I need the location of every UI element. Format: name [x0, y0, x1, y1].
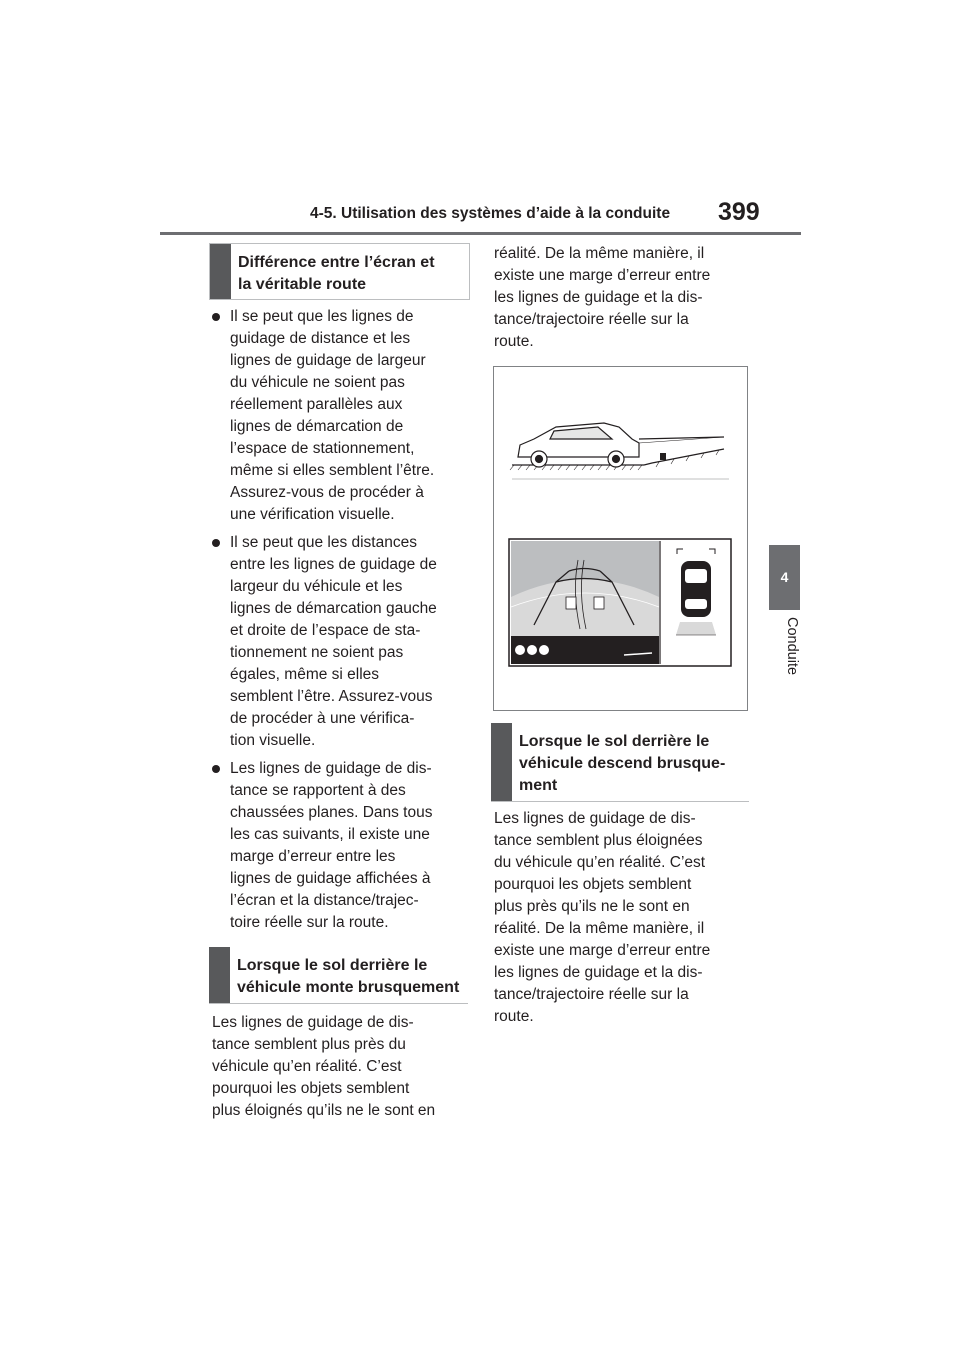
chapter-tab: 4 [769, 545, 800, 610]
parking-marker [660, 453, 666, 460]
bullet-line: lignes de démarcation de [230, 418, 404, 435]
bullet-line: entre les lignes de guidage de [230, 556, 437, 573]
illustration-rear-camera [493, 366, 748, 711]
para-line: plus éloignés qu’ils ne le sont en [212, 1102, 436, 1119]
bullet-line: une vérification visuelle. [230, 506, 395, 523]
car-side-view [518, 423, 639, 467]
para-line: existe une marge d’erreur entre [494, 942, 711, 959]
para-line: tance/trajectoire réelle sur la [494, 311, 689, 328]
bullet-line: semblent l’être. Assurez-vous [230, 688, 433, 705]
para-line: les lignes de guidage et la dis- [494, 289, 703, 306]
bullet-dot-icon [212, 313, 220, 321]
bullet-line: Il se peut que les lignes de [230, 308, 414, 325]
bullet-line: toire réelle sur la route. [230, 914, 389, 931]
para-line: route. [494, 1008, 534, 1025]
bullet-line: réellement parallèles aux [230, 396, 403, 413]
header-rule [160, 232, 801, 235]
header-section-title: 4-5. Utilisation des systèmes d’aide à la conduite [310, 205, 671, 222]
para-line: plus près qu’ils ne le sont en [494, 898, 690, 915]
bullet-line: tion visuelle. [230, 732, 316, 749]
bullet-line: guidage de distance et les [230, 330, 411, 347]
heading-bar [209, 947, 230, 1003]
bullet-line: lignes de démarcation gauche [230, 600, 437, 617]
bullet-line: largeur du véhicule et les [230, 578, 403, 595]
heading-bar [491, 723, 512, 801]
section-heading-slope-up [209, 947, 468, 1004]
bullet-item [212, 306, 474, 526]
heading-bar [210, 244, 231, 299]
heading-text [237, 955, 464, 999]
bullet-line: marge d’erreur entre les [230, 848, 396, 865]
para-line: Les lignes de guidage de dis- [212, 1014, 414, 1031]
page-number: 399 [718, 198, 760, 226]
bullet-line: tionnement ne soient pas [230, 644, 404, 661]
para-line: les lignes de guidage et la dis- [494, 964, 703, 981]
chapter-label: Conduite [784, 617, 800, 676]
para-line: réalité. De la même manière, il [494, 920, 705, 937]
continuation-paragraph [494, 243, 754, 353]
bullet-line: Assurez-vous de procéder à [230, 484, 424, 501]
para-line: du véhicule qu’en réalité. C’est [494, 854, 706, 871]
bullet-line: de procéder à une vérifica- [230, 710, 415, 727]
heading-line: la véritable route [238, 276, 367, 293]
para-line: pourquoi les objets semblent [494, 876, 692, 893]
bullet-line: Il se peut que les distances [230, 534, 417, 551]
para-line: tance/trajectoire réelle sur la [494, 986, 689, 1003]
bullet-item [212, 532, 474, 752]
heading-line: ment [519, 777, 558, 794]
bullet-line: du véhicule ne soient pas [230, 374, 405, 391]
bullet-dot-icon [212, 765, 220, 773]
bullet-line: tance se rapportent à des [230, 782, 406, 799]
bullet-line: l’espace de stationnement, [230, 440, 415, 457]
bullet-line: lignes de guidage de largeur [230, 352, 426, 369]
para-line: tance semblent plus près du [212, 1036, 406, 1053]
bullet-item [212, 758, 474, 934]
section-heading-slope-down [491, 723, 749, 802]
para-line: pourquoi les objets semblent [212, 1080, 410, 1097]
para-line: existe une marge d’erreur entre [494, 267, 711, 284]
bullet-line: lignes de guidage affichées à [230, 870, 431, 887]
bullet-line: même si elles semblent l’être. [230, 462, 435, 479]
heading-line: véhicule descend brusque- [519, 755, 726, 772]
illustration-svg [494, 367, 747, 710]
display-screen [509, 539, 731, 666]
para-line: route. [494, 333, 534, 350]
para-line: tance semblent plus éloignées [494, 832, 703, 849]
para-line: Les lignes de guidage de dis- [494, 810, 696, 827]
bullet-line: égales, même si elles [230, 666, 380, 683]
bullet-line: Les lignes de guidage de dis- [230, 760, 432, 777]
bullet-line: les cas suivants, il existe une [230, 826, 430, 843]
heading-line: Différence entre l’écran et [238, 254, 435, 271]
bullet-dot-icon [212, 539, 220, 547]
heading-line: Lorsque le sol derrière le [519, 733, 710, 750]
bullet-list [212, 306, 474, 940]
heading-text [238, 252, 465, 296]
bullet-line: et droite de l’espace de sta- [230, 622, 421, 639]
bullet-line: l’écran et la distance/trajec- [230, 892, 419, 909]
para-line: véhicule qu’en réalité. C’est [212, 1058, 402, 1075]
bullet-line: chaussées planes. Dans tous [230, 804, 433, 821]
section-heading-difference [209, 243, 470, 300]
slope-up-paragraph [212, 1012, 474, 1122]
para-line: réalité. De la même manière, il [494, 245, 705, 262]
slope-down-paragraph [494, 808, 754, 1028]
heading-line: véhicule monte brusquement [237, 979, 460, 996]
heading-text [519, 731, 745, 797]
heading-line: Lorsque le sol derrière le [237, 957, 428, 974]
